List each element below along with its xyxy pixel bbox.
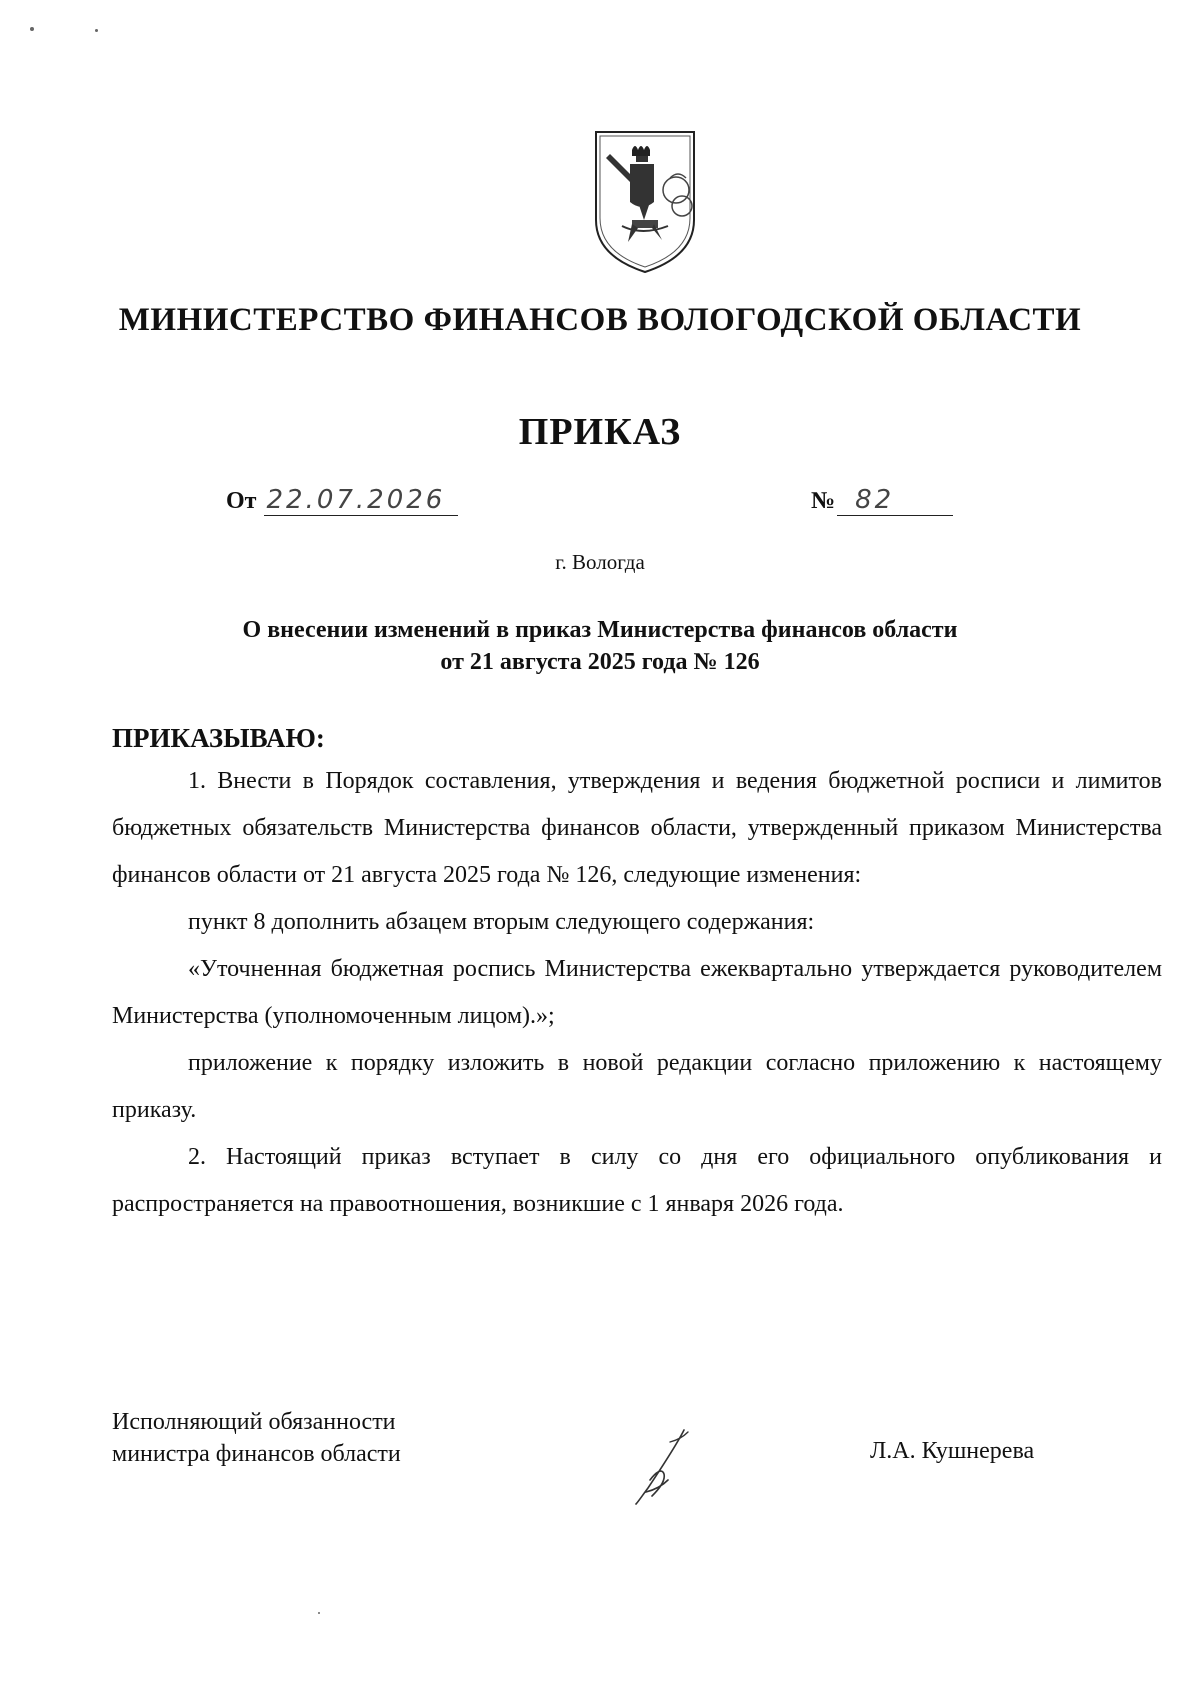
scan-speck xyxy=(30,27,34,31)
order-subject xyxy=(150,614,1050,678)
paragraph-3: «Уточненная бюджетная роспись Министерства ежеквартально утверждается руководителем Министерства (уполномоченным лицом).»; xyxy=(112,956,1162,1029)
paragraph-5: 2. Настоящий приказ вступает в силу со дня его официального опубликования и распространяется на правоотношения, возникшие с 1 января 2026 года. xyxy=(112,1144,1162,1217)
order-body xyxy=(112,718,1162,1228)
order-number xyxy=(811,485,953,516)
subject-line-1: О внесении изменений в приказ Министерства финансов области xyxy=(242,617,958,643)
paragraph-1: 1. Внести в Порядок составления, утверждения и ведения бюджетной росписи и лимитов бюджетных обязательств Министерства финансов области, утвержденный приказом Министерства финансов области от 21 августа 2025 года № 126, следующие изменения: xyxy=(112,768,1162,888)
subject-line-2: от 21 августа 2025 года № 126 xyxy=(440,649,760,675)
city: г. Вологда xyxy=(555,550,645,574)
date-label: От xyxy=(226,488,257,514)
document-type-title: ПРИКАЗ xyxy=(518,411,682,453)
paragraph-4: приложение к порядку изложить в новой редакции согласно приложению к настоящему приказу. xyxy=(112,1050,1162,1123)
ministry-name: МИНИСТЕРСТВО ФИНАНСОВ ВОЛОГОДСКОЙ ОБЛАСТИ xyxy=(118,302,1082,338)
number-value: 82 xyxy=(837,485,953,516)
date-value: 22.07.2026 xyxy=(264,485,458,516)
paragraph-2: пункт 8 дополнить абзацем вторым следующего содержания: xyxy=(188,909,815,935)
number-label: № xyxy=(811,488,836,514)
order-word: ПРИКАЗЫВАЮ: xyxy=(112,723,325,753)
scan-speck xyxy=(318,1612,320,1614)
order-date xyxy=(226,485,458,516)
scan-speck xyxy=(95,29,98,32)
vologda-coat-of-arms-icon xyxy=(592,128,698,276)
position-line-1: Исполняющий обязанности xyxy=(112,1409,396,1435)
handwritten-signature-icon xyxy=(626,1426,696,1506)
signatory-name: Л.А. Кушнерева xyxy=(870,1438,1035,1464)
signatory-position xyxy=(112,1406,401,1470)
position-line-2: министра финансов области xyxy=(112,1441,401,1467)
